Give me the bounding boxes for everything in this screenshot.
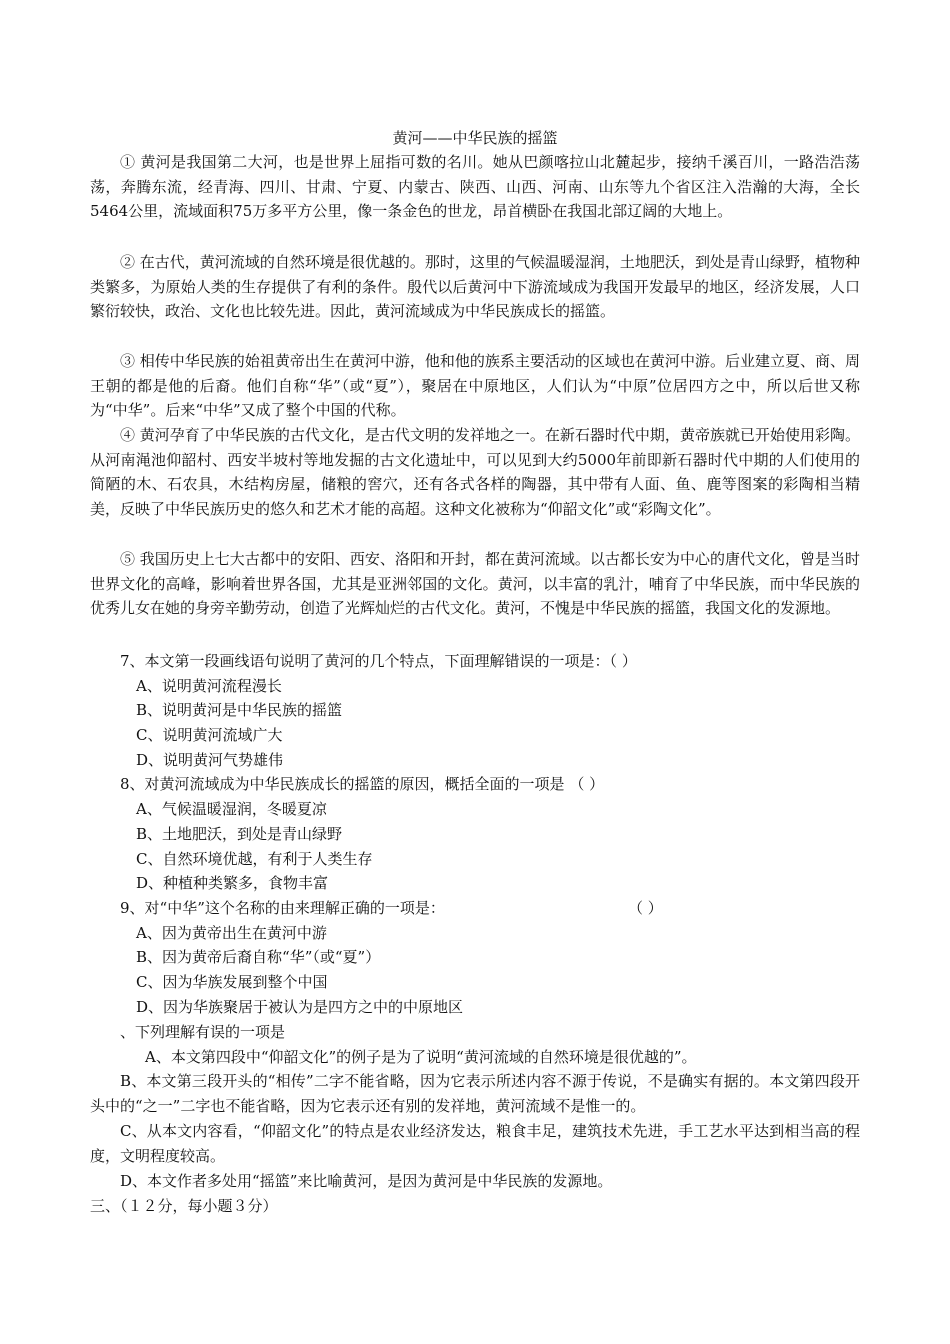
question-8-option-d: D、种植种类繁多，食物丰富 [136,874,329,892]
question-8-option-a: A、气候温暖湿润，冬暖夏凉 [136,800,327,818]
paragraph-4: ④ 黄河孕育了中华民族的古代文化，是古代文明的发祥地之一。在新石器时代中期，黄帝族就已开始使用彩陶。从河南渑池仰韶村、西安半坡村等地发掘的古文化遗址中，可以见到大约5000年前即新石器时代中期的人们使用的简陋的木、石农具，木结构房屋，储粮的窖穴，还有各式各样的陶器，其中带有人面、鱼、鹿等图案的彩陶相当精美，反映了中华民族历史的悠久和艺术才能的高超。这种文化被称为“仰韶文化”或“彩陶文化”。 [90,426,860,518]
question-8-option-c: C、自然环境优越，有利于人类生存 [136,850,373,868]
question-8-stem: 8、对黄河流域成为中华民族成长的摇篮的原因，概括全面的一项是 （ ） [120,775,605,793]
question-7-option-c: C、说明黄河流域广大 [136,726,283,744]
question-7-option-a: A、说明黄河流程漫长 [136,677,282,695]
question-9-option-d: D、因为华族聚居于被认为是四方之中的中原地区 [136,998,464,1016]
paragraph-5: ⑤ 我国历史上七大古都中的安阳、西安、洛阳和开封，都在黄河流域。以古都长安为中心的唐代文化，曾是当时世界文化的高峰，影响着世界各国，尤其是亚洲邻国的文化。黄河，以丰富的乳汁，哺育了中华民族，而中华民族的优秀儿女在她的身旁辛勤劳动，创造了光辉灿烂的古代文化。黄河，不愧是中华民族的摇篮，我国文化的发源地。 [90,550,860,618]
question-7-option-b: B、说明黄河是中华民族的摇篮 [136,701,343,719]
section-3-heading: 三、（１２分，每小题３分） [90,1197,278,1215]
question-10-option-b: B、本文第三段开头的“相传”二字不能省略，因为它表示所述内容不源于传说，不是确实有据的。本文第四段开头中的“之一”二字也不能省略，因为它表示还有别的发祥地，黄河流域不是惟一的。 [90,1072,860,1115]
question-9-blank: （ ） [628,899,663,917]
question-10-option-d: D、本文作者多处用“摇篮”来比喻黄河，是因为黄河是中华民族的发源地。 [120,1172,613,1190]
question-7-stem: 7、本文第一段画线语句说明了黄河的几个特点，下面理解错误的一项是：（ ） [120,652,637,670]
question-8-option-b: B、土地肥沃，到处是青山绿野 [136,825,343,843]
question-7-option-d: D、说明黄河气势雄伟 [136,751,284,769]
question-9-option-b: B、因为黄帝后裔自称“华”（或“夏”） [136,948,381,966]
question-9-stem: 9、对“中华”这个名称的由来理解正确的一项是： [120,899,445,917]
paragraph-3: ③ 相传中华民族的始祖黄帝出生在黄河中游，他和他的族系主要活动的区域也在黄河中游。后业建立夏、商、周王朝的都是他的后裔。他们自称“华”（或“夏”），聚居在中原地区，人们认为“中原”位居四方之中，所以后世又称为“中华”。后来“中华”又成了整个中国的代称。 [90,352,860,420]
question-10-option-c: C、从本文内容看，“仰韶文化”的特点是农业经济发达，粮食丰足，建筑技术先进，手工艺水平达到相当高的程度，文明程度较高。 [90,1122,860,1165]
paragraph-1: ① 黄河是我国第二大河，也是世界上屈指可数的名川。她从巴颜喀拉山北麓起步，接纳千溪百川，一路浩浩荡荡，奔腾东流，经青海、四川、甘肃、宁夏、内蒙古、陕西、山西、河南、山东等九个省区注入浩瀚的大海，全长5464公里，流域面积75万多平方公里，像一条金色的世龙，昂首横卧在我国北部辽阔的大地上。 [90,153,860,221]
question-10-stem: 、下列理解有误的一项是 [120,1023,286,1041]
article-title: 黄河——中华民族的摇篮 [392,129,558,147]
question-9-option-c: C、因为华族发展到整个中国 [136,973,328,991]
paragraph-2: ② 在古代，黄河流域的自然环境是很优越的。那时，这里的气候温暖湿润，土地肥沃，到处是青山绿野，植物种类繁多，为原始人类的生存提供了有利的条件。殷代以后黄河中下游流域成为我国开发最早的地区，经济发展，人口繁衍较快，政治、文化也比较先进。因此，黄河流域成为中华民族成长的摇篮。 [90,253,860,321]
question-10-option-a: A、本文第四段中“仰韶文化”的例子是为了说明“黄河流域的自然环境是很优越的”。 [145,1048,697,1066]
question-9-option-a: A、因为黄帝出生在黄河中游 [136,924,327,942]
